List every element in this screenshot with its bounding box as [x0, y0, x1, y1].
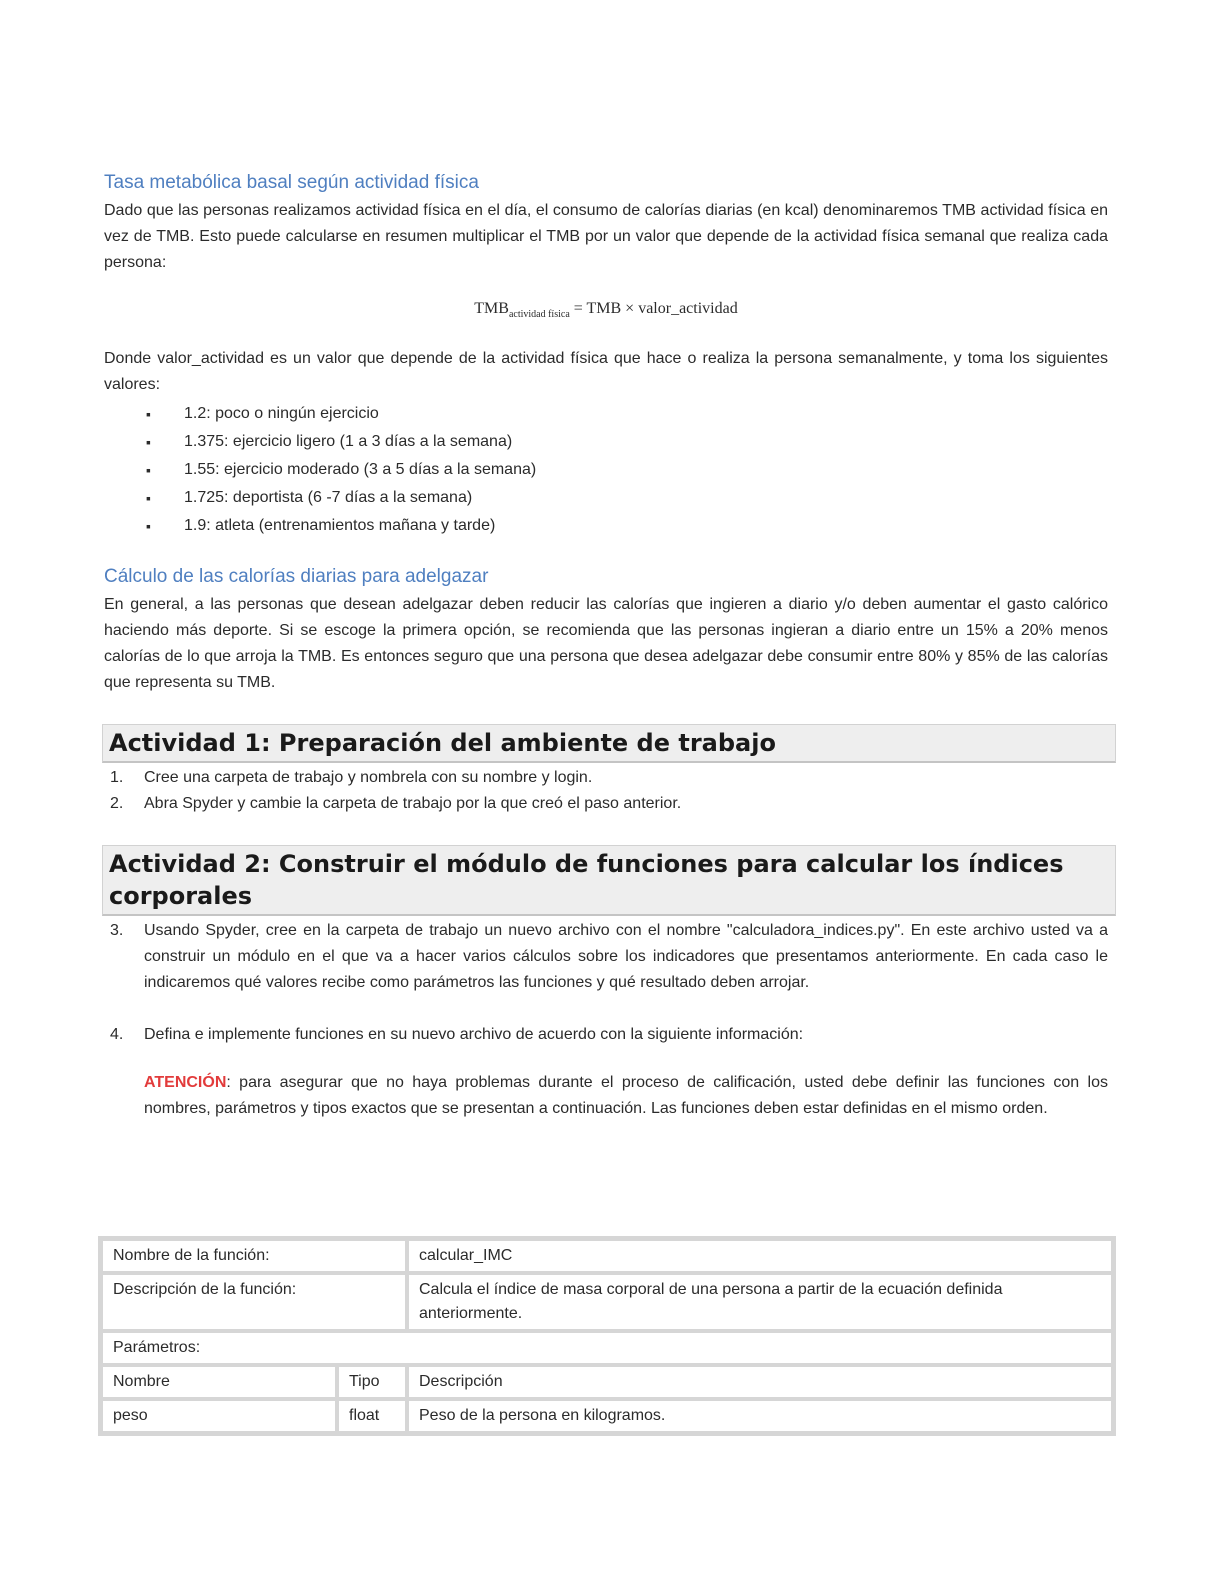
function-name-value: calcular_IMC	[407, 1239, 1113, 1273]
column-header-type: Tipo	[337, 1365, 407, 1399]
step-number: 4.	[110, 1026, 124, 1044]
activity1-steps	[104, 765, 1108, 817]
step-text: Usando Spyder, cree en la carpeta de trabajo un nuevo archivo con el nombre "calculadora_indices.py". En este archivo usted va a construir un módulo en el que va a hacer varios cálculos sobre los indicadores que presentamos anteriormente. En cada caso le indicaremos qué valores recibe como parámetros las funciones y qué resultado deben arrojar.	[144, 922, 1108, 992]
activity-values-list	[104, 400, 1108, 540]
list-item: ▪ 1.725: deportista (6 -7 días a la semana)	[184, 484, 1108, 512]
list-item	[104, 765, 1108, 791]
parameters-label: Parámetros:	[101, 1331, 1113, 1365]
formula-rest: = TMB × valor_actividad	[569, 300, 738, 317]
list-item: ▪ 1.375: ejercicio ligero (1 a 3 días a la semana)	[184, 428, 1108, 456]
step-number: 2.	[110, 795, 124, 813]
list-item	[104, 1022, 1108, 1048]
column-header-name: Nombre	[101, 1365, 337, 1399]
bmr-paragraph: Dado que las personas realizamos actividad física en el día, el consumo de calorías diarias (en kcal) denominaremos TMB actividad física en vez de TMB. Esto puede calcularse en resumen multiplicar el TMB por un valor que depende de la actividad física semanal que realiza cada persona:	[104, 202, 1108, 271]
list-item: ▪ 1.55: ejercicio moderado (3 a 5 días a la semana)	[184, 456, 1108, 484]
function-name-label: Nombre de la función:	[101, 1239, 407, 1273]
list-item: ▪ 1.9: atleta (entrenamientos mañana y tarde)	[184, 512, 1108, 540]
param-type: float	[337, 1399, 407, 1433]
bmr-heading: Tasa metabólica basal según actividad física	[104, 172, 479, 193]
list-item: ▪ 1.2: poco o ningún ejercicio	[184, 400, 1108, 428]
formula-main: TMB	[474, 300, 509, 317]
activity2-steps	[104, 918, 1108, 1048]
activity2-title: Actividad 2: Construir el módulo de funciones para calcular los índices corporales	[102, 845, 1116, 916]
document-page	[104, 172, 1108, 1122]
table-row	[101, 1239, 1113, 1273]
calories-heading: Cálculo de las calorías diarias para adelgazar	[104, 566, 489, 588]
attention-text: : para asegurar que no haya problemas durante el proceso de calificación, usted debe definir las funciones con los nombres, parámetros y tipos exactos que se presentan a continuación. Las funciones deben estar definidas en el mismo orden.	[144, 1074, 1108, 1118]
attention-note	[144, 1070, 1108, 1122]
step-text: Cree una carpeta de trabajo y nombrela con su nombre y login.	[144, 769, 593, 787]
function-description-label: Descripción de la función:	[101, 1273, 407, 1331]
table-row	[101, 1365, 1113, 1399]
table-row	[101, 1399, 1113, 1433]
list-item	[104, 918, 1108, 996]
after-formula-paragraph: Donde valor_actividad es un valor que depende de la actividad física que hace o realiza la persona semanalmente, y toma los siguientes valores:	[104, 350, 1108, 394]
step-text: Defina e implemente funciones en su nuevo archivo de acuerdo con la siguiente información:	[144, 1026, 804, 1044]
table-row	[101, 1273, 1113, 1331]
function-spec-table	[98, 1236, 1116, 1436]
list-item	[104, 791, 1108, 817]
bmr-formula	[104, 300, 1108, 320]
activity1-title: Actividad 1: Preparación del ambiente de trabajo	[102, 724, 1116, 763]
param-name: peso	[101, 1399, 337, 1433]
formula-subscript: actividad física	[508, 309, 570, 321]
step-number: 3.	[110, 922, 124, 940]
table-row	[101, 1331, 1113, 1365]
function-description-value: Calcula el índice de masa corporal de una persona a partir de la ecuación definida anteriormente.	[407, 1273, 1113, 1331]
step-number: 1.	[110, 769, 124, 787]
column-header-description: Descripción	[407, 1365, 1113, 1399]
step-text: Abra Spyder y cambie la carpeta de trabajo por la que creó el paso anterior.	[144, 795, 682, 813]
calories-paragraph: En general, a las personas que desean adelgazar deben reducir las calorías que ingieren a diario y/o deben aumentar el gasto calórico haciendo más deporte. Si se escoge la primera opción, se recomienda que las personas ingieran a diario entre un 15% a 20% menos calorías de lo que arroja la TMB. Es entonces seguro que una persona que desea adelgazar debe consumir entre 80% y 85% de las calorías que representa su TMB.	[104, 596, 1108, 692]
param-description: Peso de la persona en kilogramos.	[407, 1399, 1113, 1433]
attention-label: ATENCIÓN	[144, 1074, 227, 1092]
